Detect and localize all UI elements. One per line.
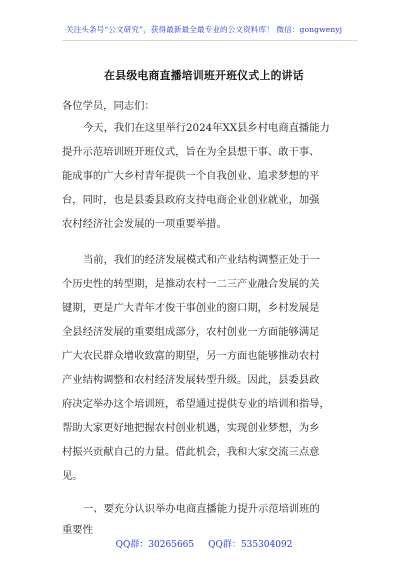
section-heading-line-1: 一、要充分认识举办电商直播能力提升示范培训班的 — [83, 503, 320, 515]
paragraph-2-line-6: 产业结构调整和农村经济发展转型升级。因此，县委县政 — [62, 374, 320, 386]
header-divider — [62, 40, 358, 41]
paragraph-2-line-4: 全县经济发展的重要组成部分，农村创业一方面能够满足 — [62, 326, 320, 338]
paragraph-2-line-3: 键期，更是广大青年才俊干事创业的窗口期，乡村发展是 — [62, 302, 320, 314]
footer-qq-group-1: QQ群：30265665 — [115, 540, 195, 550]
paragraph-2-line-8: 帮助大家更好地把握农村创业机遇，实现创业梦想，为乡 — [62, 422, 320, 434]
footer-contact — [0, 537, 408, 550]
paragraph-1-line-2: 提升示范培训班开班仪式，旨在为全县想干事、敢干事、 — [62, 146, 320, 158]
paragraph-2-line-1: 当前，我们的经济发展模式和产业结构调整正处于一 — [83, 254, 320, 266]
paragraph-1-line-3: 能成事的广大乡村青年提供一个自我创业、追求梦想的平 — [62, 170, 320, 182]
document-title: 在县级电商直播培训班开班仪式上的讲话 — [104, 69, 304, 82]
salutation: 各位学员，同志们： — [62, 100, 155, 112]
paragraph-1-line-1: 今天，我们在这里举行2024年XX县乡村电商直播能力 — [83, 122, 330, 134]
section-heading-line-2: 重要性 — [62, 524, 93, 536]
footer-qq-group-2: QQ群：535304092 — [208, 540, 293, 550]
paragraph-2-line-5: 广大农民群众增收致富的期望，另一方面也能够推动农村 — [62, 350, 320, 362]
paragraph-2-line-7: 府决定举办这个培训班，希望通过提供专业的培训和指导， — [62, 398, 330, 410]
paragraph-2-line-9: 村振兴贡献自己的力量。借此机会，我和大家交流三点意 — [62, 446, 320, 458]
header-banner: 关注头条号“公文研究”，获得最新最全最专业的公文资料库！ 微信：gongwenyj — [65, 25, 343, 34]
paragraph-1-line-4: 台，同时，也是县委县政府支持电商企业创业就业，加强 — [62, 194, 320, 206]
paragraph-2-line-10: 见。 — [62, 470, 83, 482]
paragraph-2-line-2: 个历史性的转型期，是推动农村一二三产业融合发展的关 — [62, 278, 320, 290]
paragraph-1-line-5: 农村经济社会发展的一项重要举措。 — [62, 218, 227, 230]
